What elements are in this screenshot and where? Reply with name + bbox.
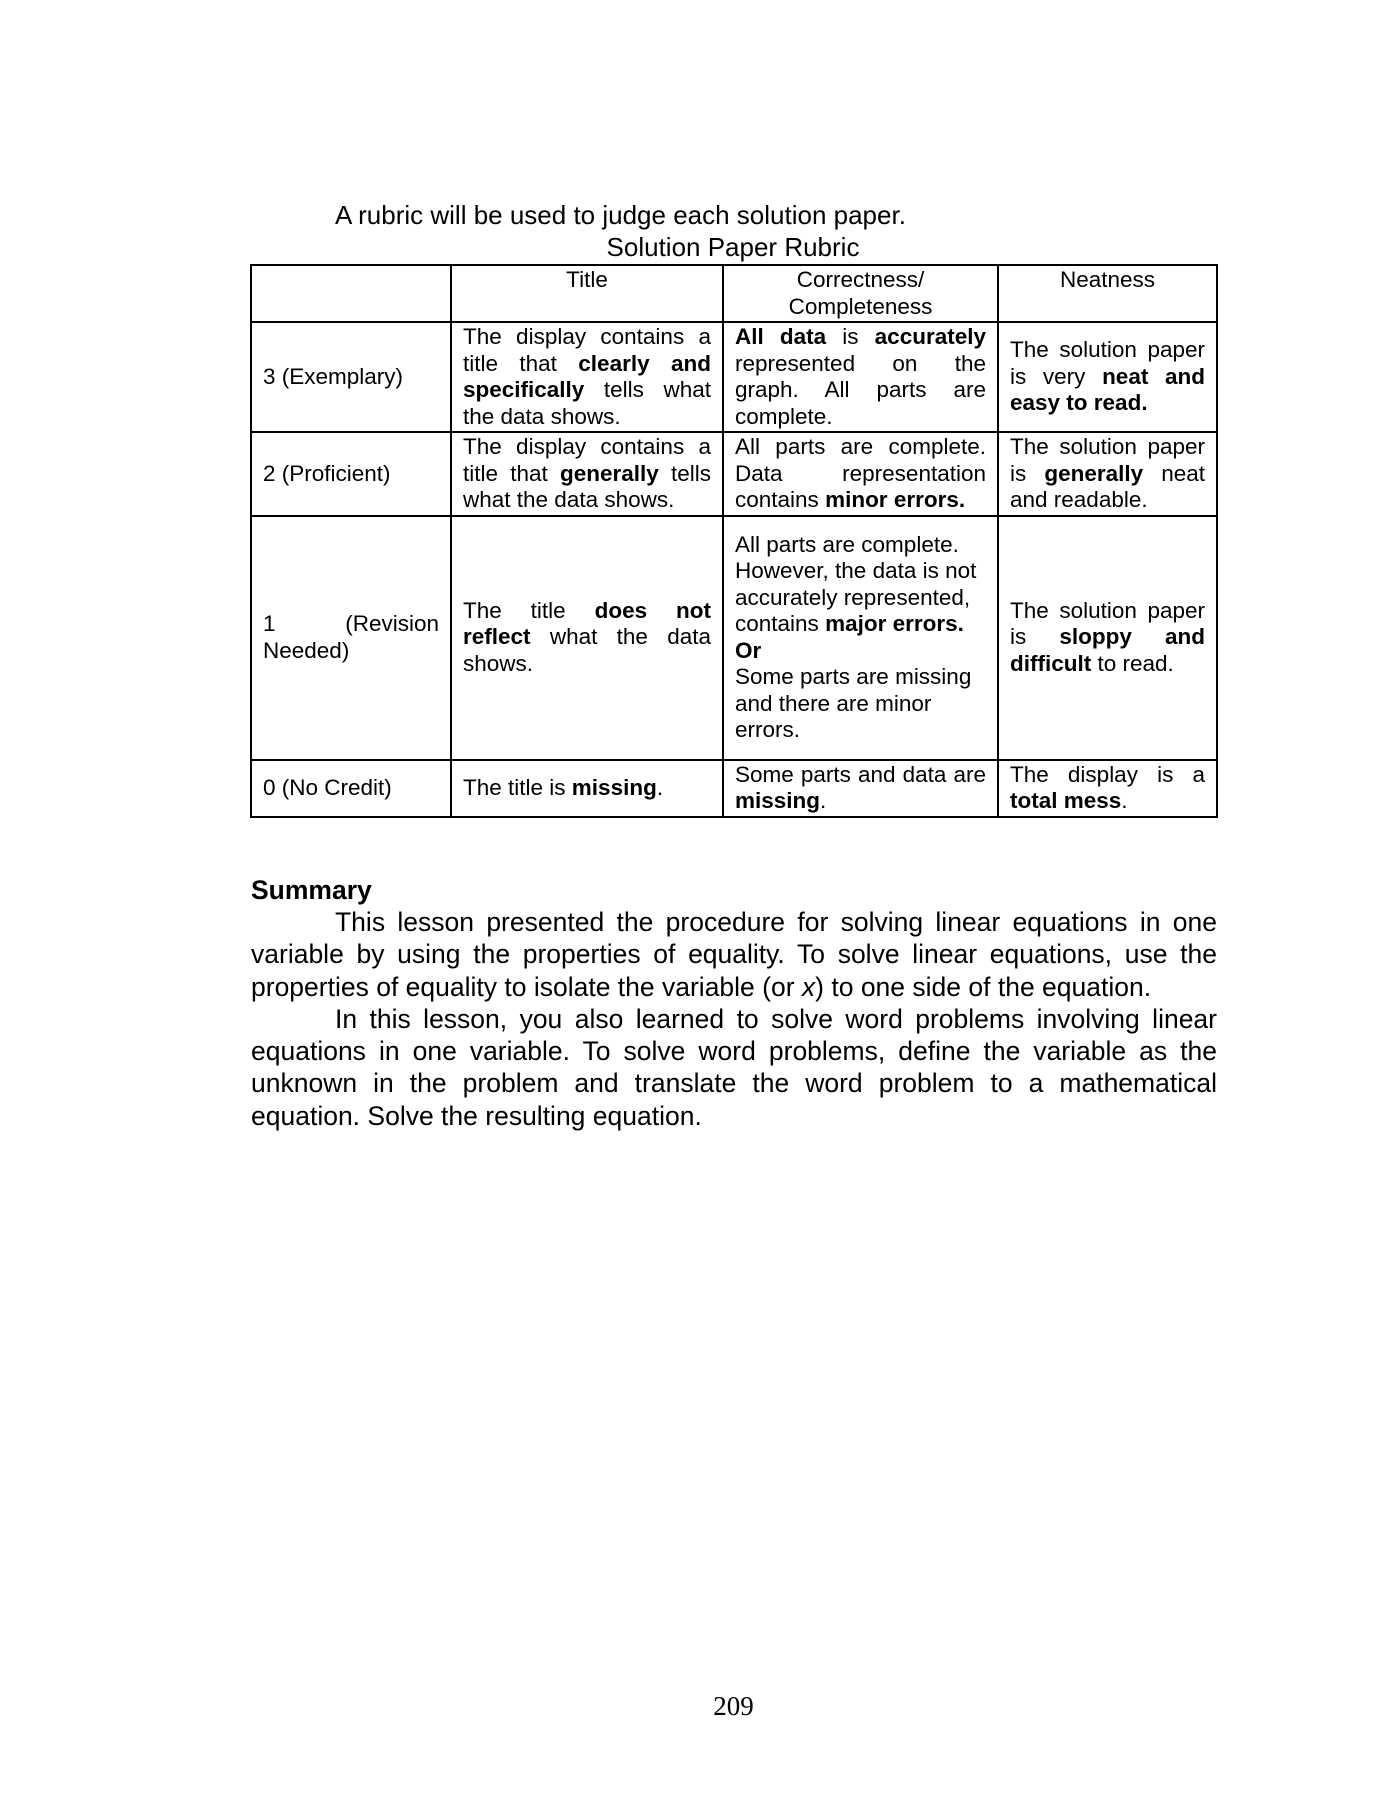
neatness-cell: The solution paper is generally neat and readable. [998, 432, 1217, 516]
table-caption: Solution Paper Rubric [606, 232, 860, 262]
correctness-cell: All parts are complete. Data representation contains minor errors. [723, 432, 998, 516]
rubric-table [250, 264, 1218, 818]
level-cell: 2 (Proficient) [251, 432, 451, 516]
header-cell-title: Title [451, 265, 723, 322]
intro-text: A rubric will be used to judge each solution paper. [335, 200, 906, 230]
title-cell: The display contains a title that clearly and specifically tells what the data shows. [451, 322, 723, 432]
title-cell: The title does not reflect what the data shows. [451, 516, 723, 760]
correctness-cell: Some parts and data are missing. [723, 760, 998, 817]
title-cell: The title is missing. [451, 760, 723, 817]
table-row [251, 516, 1217, 760]
correctness-cell: All data is accurately represented on the graph. All parts are complete. [723, 322, 998, 432]
level-cell: 1 (Revision Needed) [251, 516, 451, 760]
neatness-cell: The display is a total mess. [998, 760, 1217, 817]
header-cell-empty [251, 265, 451, 322]
level-cell: 3 (Exemplary) [251, 322, 451, 432]
header-cell-neatness: Neatness [998, 265, 1217, 322]
summary-paragraph: In this lesson, you also learned to solve word problems involving linear equations in one variable. To solve word problems, define the variable as the unknown in the problem and translate the word problem to a mathematical equation. Solve the resulting equation. [251, 1003, 1217, 1131]
title-cell: The display contains a title that generally tells what the data shows. [451, 432, 723, 516]
header-cell-correctness: Correctness/ Completeness [723, 265, 998, 322]
neatness-cell: The solution paper is sloppy and difficult to read. [998, 516, 1217, 760]
neatness-cell: The solution paper is very neat and easy to read. [998, 322, 1217, 432]
summary-section [251, 874, 1217, 1132]
table-row [251, 432, 1217, 516]
level-cell: 0 (No Credit) [251, 760, 451, 817]
page-number: 209 [713, 1691, 754, 1721]
table-row [251, 760, 1217, 817]
correctness-cell: All parts are complete. However, the data is not accurately represented, contains major errors. Or Some parts are missing and there are minor errors. [723, 516, 998, 760]
table-row [251, 322, 1217, 432]
header-row [251, 265, 1217, 322]
summary-heading: Summary [251, 875, 372, 905]
summary-paragraph: This lesson presented the procedure for solving linear equations in one variable by using the properties of equality. To solve linear equations, use the properties of equality to isolate the variable (or x) to one side of the equation. [251, 907, 1217, 1002]
